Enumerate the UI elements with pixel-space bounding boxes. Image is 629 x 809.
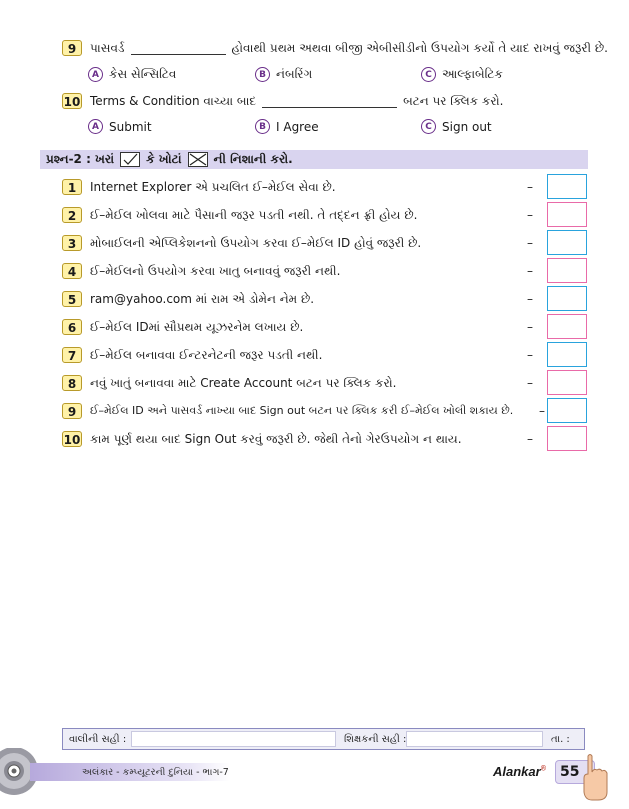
answer-box-8[interactable]: [547, 370, 587, 395]
tf-item-1: [62, 176, 589, 198]
option-c[interactable]: [421, 67, 503, 82]
item-dash: –: [527, 180, 533, 194]
item-text: ઈ–મેઈલનો ઉપયોગ કરવા ખાતુ બનાવવું જરૂરી નથી.: [90, 263, 341, 278]
option-text: નંબરિંગ: [276, 67, 313, 81]
question-text-before: પાસવર્ડ: [90, 40, 125, 55]
section-header-question-2: [40, 150, 588, 169]
item-number: 7: [62, 347, 82, 363]
item-number: 3: [62, 235, 82, 251]
date-label: તા. :: [551, 733, 570, 745]
option-a[interactable]: [88, 119, 152, 134]
tf-item-3: [62, 232, 589, 254]
item-text: મોબાઈલની એપ્લિકેશનનો ઉપયોગ કરવા ઈ–મેઈલ ID હોવું જરૂરી છે.: [90, 235, 422, 250]
tf-item-10: [62, 428, 589, 450]
option-letter: B: [255, 119, 270, 134]
parent-signature-label: વાલીની સહી :: [69, 733, 127, 745]
cross-mark-icon: [188, 152, 208, 167]
answer-box-4[interactable]: [547, 258, 587, 283]
item-dash: –: [527, 264, 533, 278]
item-text: નવું ખાતું બનાવવા માટે Create Account બટન પર ક્લિક કરો.: [90, 375, 397, 390]
pointing-hand-icon: [580, 752, 610, 802]
answer-blank[interactable]: [262, 95, 397, 108]
item-text: ઈ–મેઈલ IDમાં સૌપ્રથમ યૂઝરનેમ લખાય છે.: [90, 319, 304, 334]
tick-mark-icon: [120, 152, 140, 167]
parent-signature-field[interactable]: [131, 731, 336, 747]
option-letter: B: [255, 67, 270, 82]
question-9-fill-blank: [62, 40, 608, 56]
item-number: 5: [62, 291, 82, 307]
answer-box-5[interactable]: [547, 286, 587, 311]
option-letter: A: [88, 119, 103, 134]
question-text-before: Terms & Condition વાચ્યા બાદ: [90, 93, 257, 108]
question-10-options: [88, 119, 599, 137]
question-number: 9: [62, 40, 82, 56]
item-dash: –: [527, 348, 533, 362]
section-prefix: પ્રશ્ન-2 : ખરાં: [46, 152, 115, 166]
item-dash: –: [527, 432, 533, 446]
item-text: ઈ–મેઈલ ખોલવા માટે પૈસાની જરૂર પડતી નથી. તે તદ્દન ફ્રી હોય છે.: [90, 207, 418, 222]
tf-item-2: [62, 204, 589, 226]
alankar-logo: Alankar®: [493, 764, 546, 779]
option-c[interactable]: [421, 119, 492, 134]
tf-item-9: [62, 400, 589, 422]
item-dash: –: [527, 292, 533, 306]
signature-bar: [62, 728, 585, 750]
item-number: 4: [62, 263, 82, 279]
answer-box-3[interactable]: [547, 230, 587, 255]
item-number: 10: [63, 433, 81, 447]
tf-item-4: [62, 260, 589, 282]
option-text: I Agree: [276, 119, 319, 134]
teacher-signature-field[interactable]: [406, 731, 543, 747]
item-dash: –: [527, 236, 533, 250]
answer-box-2[interactable]: [547, 202, 587, 227]
tf-item-8: [62, 372, 589, 394]
answer-box-10[interactable]: [547, 426, 587, 451]
option-a[interactable]: [88, 67, 176, 82]
question-text-after: હોવાથી પ્રથમ અથવા બીજી એબીસીડીનો ઉપયોગ કર્યો તે યાદ રાખવું જરૂરી છે.: [231, 40, 608, 55]
question-number: 10: [63, 95, 81, 109]
item-dash: –: [527, 208, 533, 222]
option-letter: C: [421, 119, 436, 134]
item-text: ઈ–મેઈલ ID અને પાસવર્ડ નાખ્યા બાદ Sign out બટન પર ક્લિક કરી ઈ–મેઈલ ખોલી શકાય છે.: [90, 404, 514, 417]
footer-series-band: [30, 763, 230, 781]
answer-box-7[interactable]: [547, 342, 587, 367]
item-text: Internet Explorer એ પ્રચલિત ઈ–મેઈલ સેવા છે.: [90, 179, 336, 194]
item-number: 1: [62, 179, 82, 195]
item-dash: –: [527, 376, 533, 390]
answer-box-9[interactable]: [547, 398, 587, 423]
item-dash: –: [527, 320, 533, 334]
section-suffix: ની નિશાની કરો.: [213, 152, 293, 166]
option-text: આલ્ફાબેટિક: [442, 67, 503, 81]
question-9-options: [88, 67, 599, 85]
series-title: અલંકાર - કમ્પ્યૂટરની દુનિયા - ભાગ-7: [82, 766, 229, 778]
question-10-fill-blank: [62, 93, 503, 109]
section-middle: કે ખોટાં: [146, 152, 182, 166]
item-number: 9: [62, 403, 82, 419]
answer-box-6[interactable]: [547, 314, 587, 339]
option-b[interactable]: [255, 67, 312, 82]
item-text: કામ પૂર્ણ થયા બાદ Sign Out કરવું જરૂરી છે. જેથી તેનો ગેરઉપયોગ ન થાય.: [90, 431, 462, 446]
option-text: Sign out: [442, 119, 492, 134]
question-text-after: બટન પર ક્લિક કરો.: [403, 93, 504, 108]
option-b[interactable]: [255, 119, 319, 134]
teacher-signature-label: શિક્ષકની સહી :: [344, 733, 407, 745]
item-number: 2: [62, 207, 82, 223]
item-text: ઈ–મેઈલ બનાવવા ઈન્ટરનેટની જરૂર પડતી નથી.: [90, 347, 323, 362]
item-text: ram@yahoo.com માં રામ એ ડોમેન નેમ છે.: [90, 291, 315, 306]
option-text: કેસ સેન્સિટિવ: [109, 67, 177, 81]
brand-name: Alankar: [493, 764, 541, 779]
answer-blank[interactable]: [131, 42, 226, 55]
option-letter: C: [421, 67, 436, 82]
tf-item-5: [62, 288, 589, 310]
item-dash: –: [539, 404, 545, 418]
item-number: 8: [62, 375, 82, 391]
tf-item-7: [62, 344, 589, 366]
tf-item-6: [62, 316, 589, 338]
option-letter: A: [88, 67, 103, 82]
item-number: 6: [62, 319, 82, 335]
page-number: 55: [560, 764, 580, 780]
option-text: Submit: [109, 119, 152, 134]
answer-box-1[interactable]: [547, 174, 587, 199]
